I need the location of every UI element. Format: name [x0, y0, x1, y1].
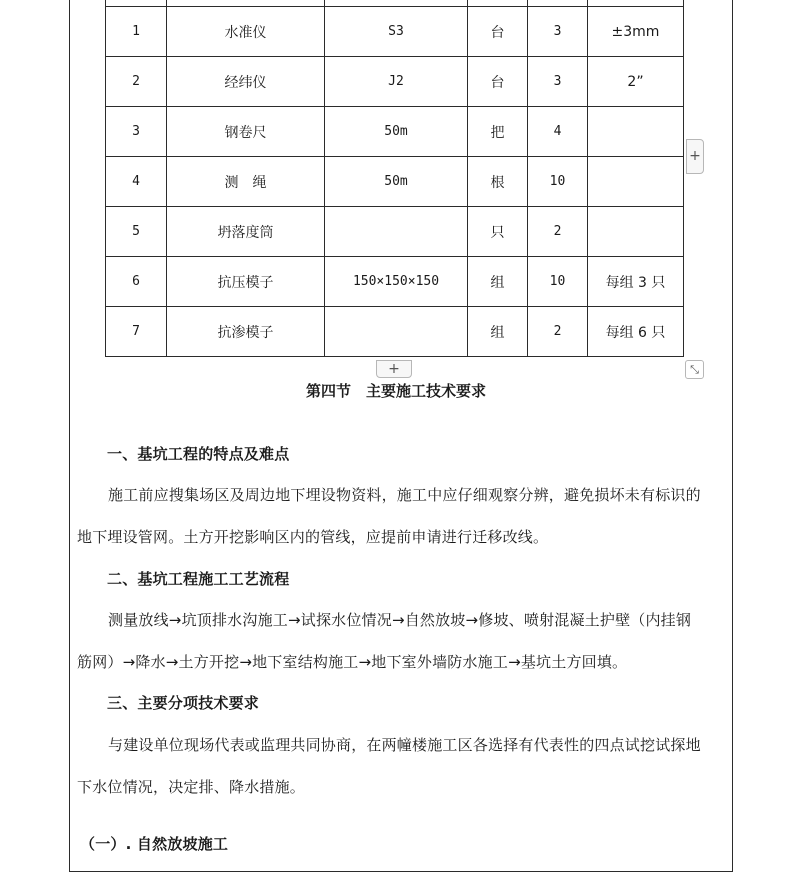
- table-cell-no[interactable]: 6: [106, 257, 167, 307]
- table-row: [106, 7, 684, 57]
- table-cell-no[interactable]: 3: [106, 107, 167, 157]
- heading-natural-slope: （一）. 自然放坡施工: [80, 835, 229, 853]
- equipment-table[interactable]: [105, 0, 684, 357]
- table-cell-note[interactable]: [588, 157, 684, 207]
- heading-technical-requirements: 三、主要分项技术要求: [107, 694, 260, 712]
- table-cell-name[interactable]: 抗渗模子: [167, 307, 325, 357]
- table-cell-spec[interactable]: [325, 207, 468, 257]
- section-title: 第四节 主要施工技术要求: [305, 382, 486, 400]
- table-cell-unit[interactable]: 台: [468, 7, 528, 57]
- paragraph-1-line-2: 地下埋设管网。土方开挖影响区内的管线，应提前申请进行迁移改线。: [77, 528, 549, 546]
- table-cell-note[interactable]: [588, 207, 684, 257]
- table-cell-spec[interactable]: [325, 307, 468, 357]
- table-cell-qty[interactable]: 10: [528, 157, 588, 207]
- table-cell-qty[interactable]: 2: [528, 307, 588, 357]
- table-cell-spec[interactable]: J2: [325, 57, 468, 107]
- heading-pit-features: 一、基坑工程的特点及难点: [107, 445, 290, 463]
- table-cell-unit[interactable]: 只: [468, 207, 528, 257]
- add-row-button[interactable]: +: [376, 360, 412, 378]
- table-cell-no[interactable]: 7: [106, 307, 167, 357]
- table-cell-name[interactable]: 坍落度筒: [167, 207, 325, 257]
- table-cell-spec[interactable]: S3: [325, 7, 468, 57]
- table-cell-name[interactable]: 钢卷尺: [167, 107, 325, 157]
- paragraph-1-line-1: 施工前应搜集场区及周边地下埋设物资料，施工中应仔细观察分辨，避免损坏未有标识的: [108, 486, 701, 504]
- table-cell-note[interactable]: 2”: [588, 57, 684, 107]
- paragraph-3-line-2: 下水位情况，决定排、降水措施。: [77, 778, 306, 796]
- table-cell-note[interactable]: 每组 6 只: [588, 307, 684, 357]
- table-cell-no[interactable]: 1: [106, 7, 167, 57]
- table-row: [106, 257, 684, 307]
- table-cell-unit[interactable]: 把: [468, 107, 528, 157]
- paragraph-2-line-2: 筋网）→降水→土方开挖→地下室结构施工→地下室外墙防水施工→基坑土方回填。: [77, 653, 628, 671]
- table-cell-qty[interactable]: 3: [528, 57, 588, 107]
- table-cell-unit[interactable]: 组: [468, 257, 528, 307]
- table-row: [106, 107, 684, 157]
- table-cell-name[interactable]: 水准仪: [167, 7, 325, 57]
- table-cell-qty[interactable]: 4: [528, 107, 588, 157]
- table-cell-qty[interactable]: 3: [528, 7, 588, 57]
- paragraph-2-line-1: 测量放线→坑顶排水沟施工→试探水位情况→自然放坡→修坡、喷射混凝土护壁（内挂钢: [108, 611, 692, 629]
- table-row: [106, 57, 684, 107]
- table-cell-spec[interactable]: 50m: [325, 157, 468, 207]
- table-row: [106, 157, 684, 207]
- table-cell-name[interactable]: 测 绳: [167, 157, 325, 207]
- table-cell-unit[interactable]: 台: [468, 57, 528, 107]
- table-cell-unit[interactable]: 组: [468, 307, 528, 357]
- add-column-button[interactable]: +: [686, 139, 704, 174]
- table-cell-spec[interactable]: 50m: [325, 107, 468, 157]
- table-cell-no[interactable]: 4: [106, 157, 167, 207]
- paragraph-3-line-1: 与建设单位现场代表或监理共同协商，在两幢楼施工区各选择有代表性的四点试挖试探地: [108, 736, 701, 754]
- table-row: [106, 307, 684, 357]
- table-row: [106, 207, 684, 257]
- table-cell-qty[interactable]: 2: [528, 207, 588, 257]
- table-cell-no[interactable]: 2: [106, 57, 167, 107]
- table-cell-qty[interactable]: 10: [528, 257, 588, 307]
- table-cell-note[interactable]: ±3mm: [588, 7, 684, 57]
- table-cell-note[interactable]: 每组 3 只: [588, 257, 684, 307]
- table-resize-handle-icon[interactable]: ⤡: [685, 360, 704, 379]
- table-cell-no[interactable]: 5: [106, 207, 167, 257]
- table-cell-spec[interactable]: 150×150×150: [325, 257, 468, 307]
- heading-process-flow: 二、基坑工程施工工艺流程: [107, 570, 290, 588]
- table-cell-name[interactable]: 抗压模子: [167, 257, 325, 307]
- table-cell-note[interactable]: [588, 107, 684, 157]
- table-cell-name[interactable]: 经纬仪: [167, 57, 325, 107]
- table-cell-unit[interactable]: 根: [468, 157, 528, 207]
